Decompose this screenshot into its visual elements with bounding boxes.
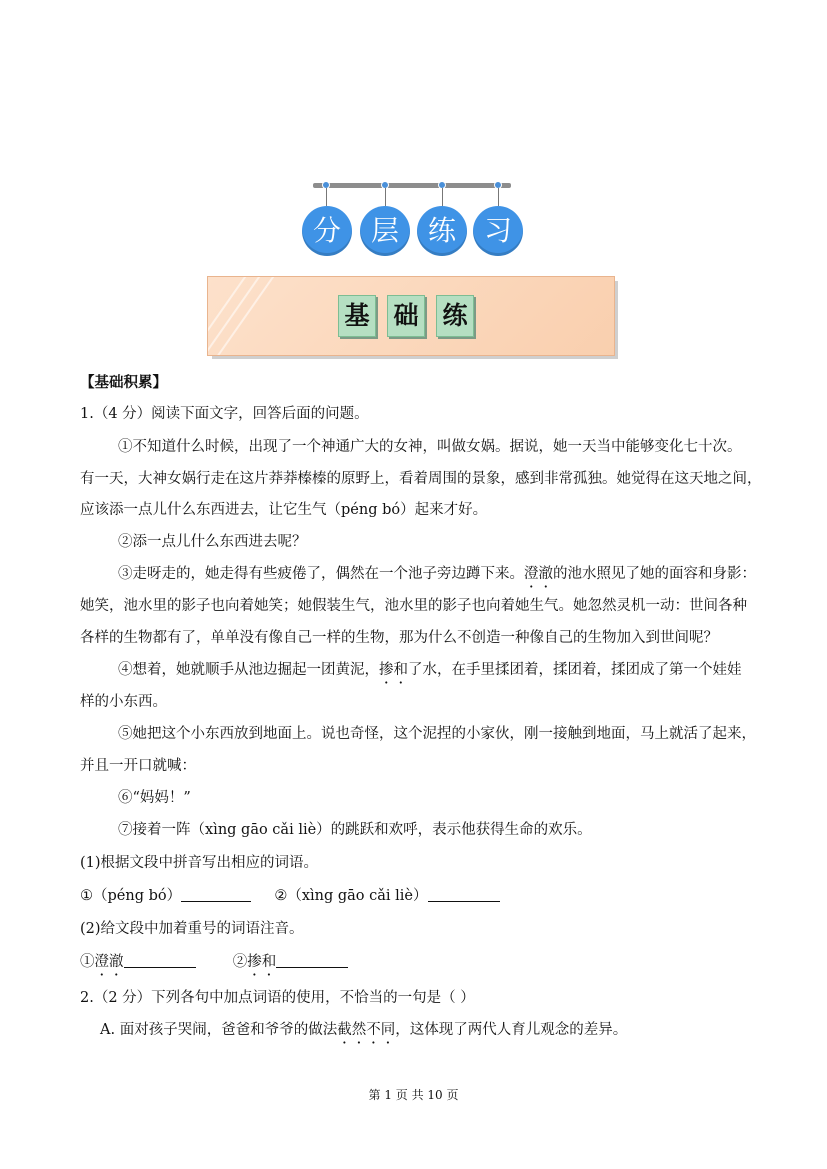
q1-paragraph-line: ②添一点儿什么东西进去呢？ bbox=[118, 534, 307, 550]
q1-paragraph-line: 并且一开口就喊： bbox=[80, 758, 196, 774]
banner-bubble: 分 bbox=[302, 206, 352, 256]
q1-paragraph-line: ⑥“妈妈！” bbox=[118, 790, 191, 806]
panel-tile: 础 bbox=[387, 295, 425, 337]
panel-tile: 基 bbox=[338, 295, 376, 337]
banner-bubble: 习 bbox=[473, 206, 523, 256]
emphasis-char: 截 bbox=[337, 1022, 352, 1038]
emphasis-char: 然 bbox=[351, 1022, 367, 1038]
q1-paragraph-line bbox=[118, 562, 756, 583]
q2-stem: 2.（2 分）下列各句中加点词语的使用，不恰当的一句是（ ） bbox=[80, 990, 475, 1006]
text-span: ④想着，她就顺手从池边掘起一团黄泥， bbox=[118, 662, 379, 678]
q1-subquestion: (2)给文段中加着重号的词语注音。 bbox=[80, 921, 304, 937]
panel-tile: 练 bbox=[436, 295, 474, 337]
q1-paragraph-line: ⑤她把这个小东西放到地面上。说也奇怪，这个泥捏的小家伙，刚一接触到地面，马上就活了起来， bbox=[118, 726, 756, 742]
q1-paragraph-line: 样的小东西。 bbox=[80, 694, 167, 710]
q1-paragraph-line: 她笑，池水里的影子也向着她笑；她假装生气，池水里的影子也向着她生气。她忽然灵机一动：世间各种 bbox=[80, 598, 747, 614]
emphasis-char: 掺 bbox=[247, 954, 262, 970]
banner-string bbox=[442, 188, 443, 206]
text-span: 面对孩子哭闹，爸爸和爷爷的做法 bbox=[119, 1022, 338, 1038]
answer-label: ① bbox=[80, 954, 95, 970]
banner-rod bbox=[313, 183, 511, 188]
emphasis-char: 和 bbox=[393, 662, 408, 678]
banner-bubble: 练 bbox=[417, 206, 467, 256]
answer-label: ①（péng bó） bbox=[80, 888, 182, 904]
q1-paragraph-line: ①不知道什么时候，出现了一个神通广大的女神，叫做女娲。据说，她一天当中能够变化七十次。 bbox=[118, 439, 742, 455]
answer-blank[interactable] bbox=[428, 888, 500, 902]
q1-sub2-answers bbox=[80, 950, 348, 971]
q1-subquestion: (1)根据文段中拼音写出相应的词语。 bbox=[80, 855, 319, 871]
banner-string bbox=[326, 188, 327, 206]
emphasis-char: 不 bbox=[366, 1022, 381, 1038]
text-span: 了水，在手里揉团着，揉团着，揉团成了第一个娃娃 bbox=[408, 662, 742, 678]
emphasis-char: 澄 bbox=[524, 566, 539, 582]
text-span: ，这体现了两代人育儿观念的差异。 bbox=[395, 1022, 628, 1038]
section-title: 【基础积累】 bbox=[80, 374, 167, 391]
emphasis-char: 和 bbox=[261, 954, 277, 970]
q2-option-a bbox=[100, 1018, 627, 1039]
q1-stem: 1.（4 分）阅读下面文字，回答后面的问题。 bbox=[80, 406, 369, 422]
emphasis-char: 澈 bbox=[538, 566, 553, 582]
answer-label: ②（xìng gāo cǎi liè） bbox=[274, 888, 428, 904]
emphasis-char: 澄 bbox=[94, 954, 109, 970]
text-span: 的池水照见了她的面容和身影： bbox=[553, 566, 756, 582]
banner-string bbox=[385, 188, 386, 206]
option-label: A. bbox=[100, 1022, 116, 1038]
banner-bubble: 层 bbox=[360, 206, 410, 256]
q1-paragraph-line: 应该添一点儿什么东西进去，让它生气（péng bó）起来才好。 bbox=[80, 502, 488, 518]
text-span: ③走呀走的，她走得有些疲倦了，偶然在一个池子旁边蹲下来。 bbox=[118, 566, 524, 582]
emphasis-char: 澈 bbox=[109, 954, 124, 970]
emphasis-char: 同 bbox=[380, 1022, 396, 1038]
answer-blank[interactable] bbox=[276, 954, 348, 968]
answer-blank[interactable] bbox=[181, 888, 251, 902]
banner-string bbox=[498, 188, 499, 206]
emphasis-char: 掺 bbox=[379, 662, 394, 678]
q1-paragraph-line: 各样的生物都有了，单单没有像自己一样的生物，那为什么不创造一种像自己的生物加入到世间呢？ bbox=[80, 630, 718, 646]
answer-blank[interactable] bbox=[124, 954, 196, 968]
page-footer: 第 1 页 共 10 页 bbox=[368, 1088, 459, 1102]
answer-label: ② bbox=[232, 954, 248, 970]
panel-stripe bbox=[210, 276, 280, 356]
q1-paragraph-line bbox=[118, 658, 742, 679]
q1-paragraph-line: 有一天，大神女娲行走在这片莽莽榛榛的原野上，看着周围的景象，感到非常孤独。她觉得在这天地之间， bbox=[80, 471, 762, 487]
q1-paragraph-line: ⑦接着一阵（xìng gāo cǎi liè）的跳跃和欢呼，表示他获得生命的欢乐。 bbox=[118, 822, 592, 838]
q1-sub1-answers bbox=[80, 884, 500, 905]
